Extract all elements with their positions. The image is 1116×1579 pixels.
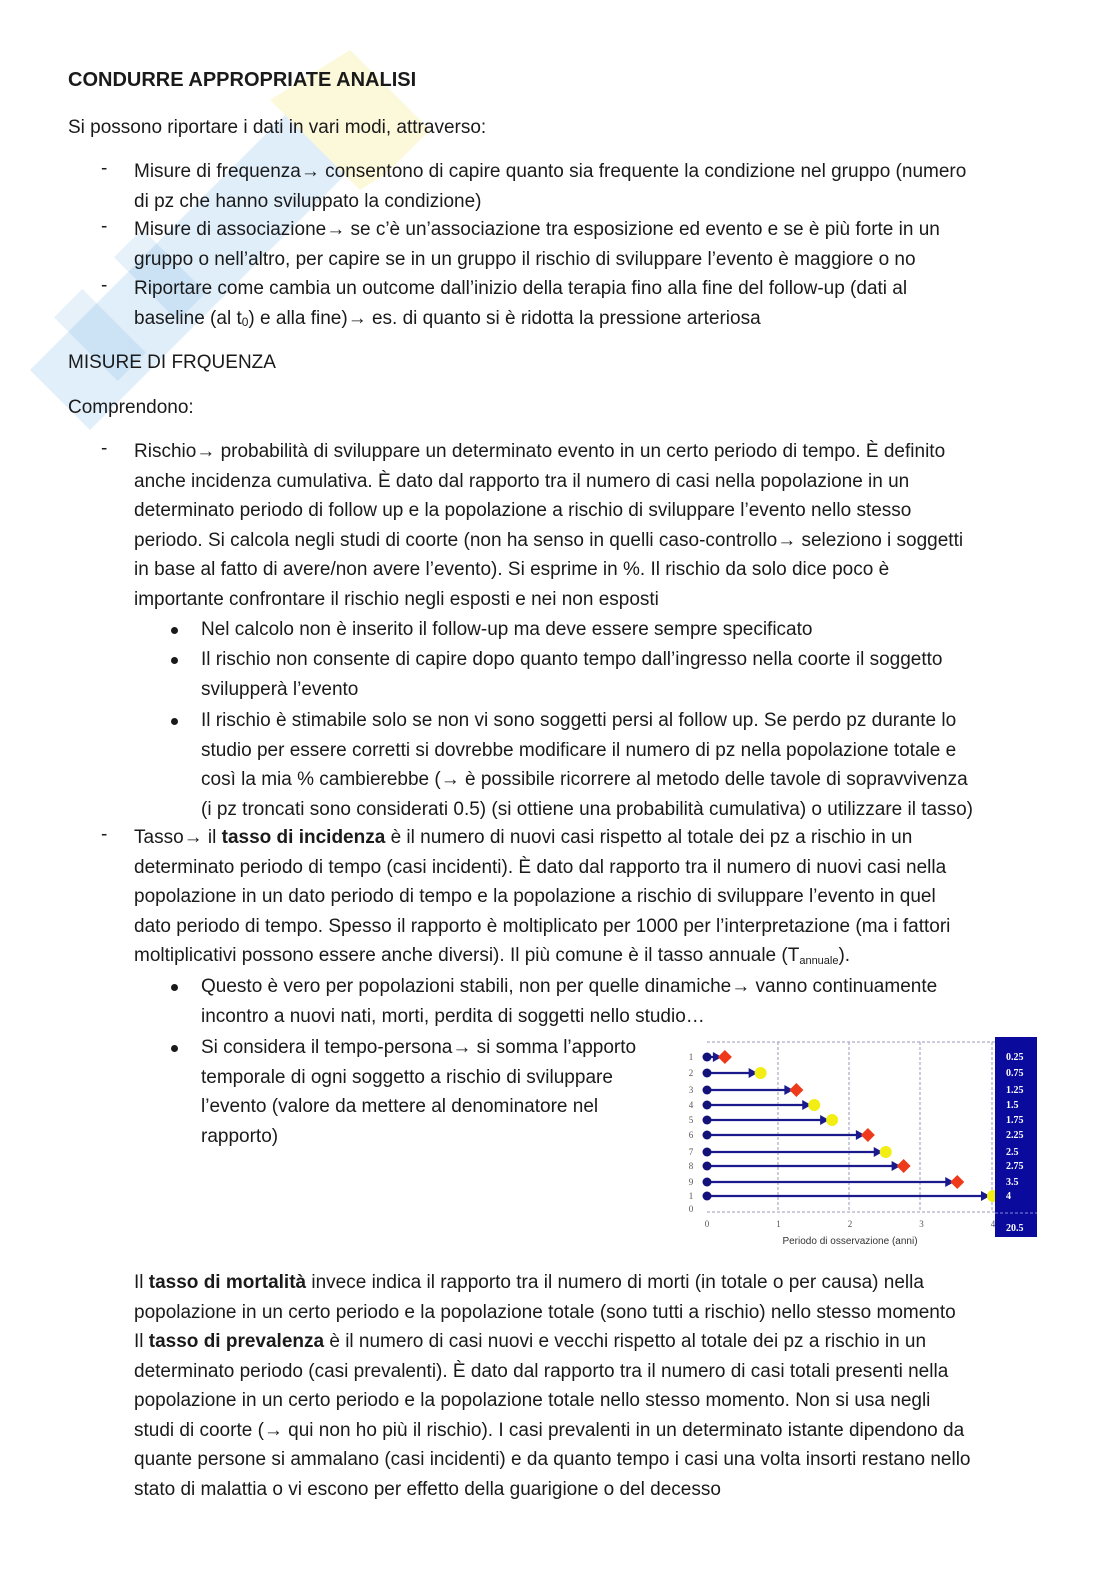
chart-y-tick-labels bbox=[689, 1052, 694, 1214]
chart-row bbox=[703, 1067, 767, 1079]
tasso-bullet-tempo-persona: Si considera il tempo-persona→ si somma l’apporto temporale di ogni soggetto a rischio di sviluppare l’evento (valore da mettere al denominatore nel rapporto) bbox=[201, 1037, 637, 1147]
y-tick-label: 8 bbox=[688, 1161, 694, 1171]
panel-value: 2.25 bbox=[1006, 1130, 1024, 1141]
y-tick-label: 3 bbox=[688, 1085, 694, 1095]
y-tick-label: 2 bbox=[688, 1068, 694, 1078]
dash-marker: - bbox=[101, 824, 108, 845]
list-item-frequenza: Misure di frequenza→ consentono di capire quanto sia frequente la condizione nel gruppo (numero di pz che hanno sviluppato la condizione) bbox=[134, 161, 967, 212]
term-tasso-incidenza: tasso di incidenza bbox=[221, 827, 386, 848]
censored-circle-icon bbox=[755, 1067, 767, 1079]
prevalenza-paragraph: Il tasso di prevalenza è il numero di casi nuovi e vecchi rispetto al totale dei pz a rischio in un determinato periodo (casi prevalenti). È dato dal rapporto tra il numero di casi totali presenti nella popolazione in un certo periodo e la popolazione totale nello stesso momento. Non si usa negli studi di coorte (→ qui non ho più il rischio). I casi prevalenti in un determinato istante dipendono da quante persone si ammalano (casi incidenti) e da quanto tempo i casi una volta insorti restano nello stato di malattia o vi escono per effetto della guarigione o del decesso bbox=[134, 1331, 971, 1500]
bullet-dot bbox=[171, 657, 178, 664]
x-tick-label: 4 bbox=[990, 1219, 996, 1229]
y-tick-label: 4 bbox=[688, 1100, 694, 1110]
panel-value: 3.5 bbox=[1006, 1177, 1019, 1188]
event-diamond-icon bbox=[789, 1083, 803, 1097]
censored-circle-icon bbox=[826, 1114, 838, 1126]
x-tick-label: 0 bbox=[704, 1219, 710, 1229]
chart-row bbox=[703, 1146, 892, 1158]
panel-value: 1.5 bbox=[1006, 1100, 1019, 1111]
list-item-outcome: Riportare come cambia un outcome dall’inizio della terapia fino alla fine del follow-up (dati al baseline (al t0) e alla fine)→ es. di quanto si è ridotta la pressione arteriosa bbox=[134, 278, 908, 329]
x-tick-label: 3 bbox=[919, 1219, 924, 1229]
bullet-dot bbox=[171, 627, 178, 634]
mortalita-paragraph: Il tasso di mortalità invece indica il rapporto tra il numero di morti (in totale o per causa) nella popolazione in un certo periodo e la popolazione totale (sono tutti a rischio) nello stesso momento bbox=[134, 1272, 956, 1323]
start-marker-icon bbox=[703, 1116, 712, 1125]
list-item-associazione: Misure di associazione→ se c’è un’associazione tra esposizione ed evento e se è più forte in un gruppo o nell’altro, per capire se in un gruppo il rischio di sviluppare l’evento è maggiore o no bbox=[134, 219, 940, 270]
dash-marker: - bbox=[101, 438, 108, 459]
panel-value: 1.75 bbox=[1006, 1115, 1024, 1126]
panel-value: 2.5 bbox=[1006, 1147, 1019, 1158]
chart-row bbox=[703, 1114, 839, 1126]
rischio-bullet-tempo: Il rischio non consente di capire dopo quanto tempo dall’ingresso nella coorte il soggetto svilupperà l’evento bbox=[201, 649, 943, 700]
intro-text: Si possono riportare i dati in vari modi, attraverso: bbox=[68, 117, 487, 138]
bullet-dot bbox=[171, 718, 178, 725]
tasso-bullet-stabili: Questo è vero per popolazioni stabili, non per quelle dinamiche→ vanno continuamente incontro a nuovi nati, morti, perdita di soggetti nello studio… bbox=[201, 976, 938, 1027]
panel-value: 0.75 bbox=[1006, 1068, 1024, 1079]
rischio-bullet-persi: Il rischio è stimabile solo se non vi sono soggetti persi al follow up. Se perdo pz durante lo studio per essere corretti si dovrebbe modificare il numero di pz nella popolazione totale e così la mia % cambierebbe (→ è possibile ricorrere al metodo delle tavole di sopravvivenza (i pz troncati sono considerati 0.5) (si ottiene una probabilità cumulativa) o utilizzare il tasso) bbox=[201, 710, 973, 820]
start-marker-icon bbox=[703, 1178, 712, 1187]
start-marker-icon bbox=[703, 1148, 712, 1157]
y-tick-label: 9 bbox=[688, 1177, 694, 1187]
x-tick-label: 2 bbox=[847, 1219, 853, 1229]
dash-marker: - bbox=[101, 275, 108, 296]
event-diamond-icon bbox=[861, 1128, 875, 1142]
person-time-chart bbox=[680, 1030, 1050, 1255]
chart-row bbox=[703, 1175, 965, 1189]
censored-circle-icon bbox=[880, 1146, 892, 1158]
panel-value: 4 bbox=[1006, 1191, 1011, 1202]
chart-x-tick-labels bbox=[705, 1219, 996, 1229]
chart-x-axis-label: Periodo di osservazione (anni) bbox=[782, 1236, 918, 1247]
event-diamond-icon bbox=[718, 1050, 732, 1064]
y-tick-label: 1 bbox=[688, 1052, 694, 1062]
start-marker-icon bbox=[703, 1131, 712, 1140]
start-marker-icon bbox=[703, 1192, 712, 1201]
dash-marker: - bbox=[101, 158, 108, 179]
chart-row bbox=[703, 1190, 1000, 1202]
chart-row bbox=[703, 1159, 911, 1173]
chart-grid bbox=[707, 1042, 995, 1212]
y-tick-label: 5 bbox=[688, 1115, 694, 1125]
panel-value: 0.25 bbox=[1006, 1052, 1024, 1063]
chart-row bbox=[703, 1099, 821, 1111]
rischio-paragraph: Rischio→ probabilità di sviluppare un determinato evento in un certo periodo di tempo. È definito anche incidenza cumulativa. È dato dal rapporto tra il numero di casi nella popolazione in un determinato periodo di follow up e la popolazione a rischio di sviluppare l’evento nello stesso periodo. Si calcola negli studi di coorte (non ha senso in quelli caso-controllo→ seleziono i soggetti in base al fatto di avere/non avere l’evento). Si esprime in %. Il rischio da solo dice poco è importante confrontare il rischio negli esposti e nei non esposti bbox=[134, 441, 964, 610]
tasso-paragraph: Tasso→ il tasso di incidenza è il numero di nuovi casi rispetto al totale dei pz a rischio in un determinato periodo di tempo (casi incidenti). È dato dal rapporto tra il numero di nuovi casi nella popolazione in un dato periodo di tempo e la popolazione a rischio di sviluppare l’evento in quel dato periodo di tempo. Spesso il rapporto è moltiplicato per 1000 per l’interpretazione (ma i fattori moltiplicativi possono essere anche diversi). Il più comune è il tasso annuale $(T_{annuale})$. bbox=[134, 827, 951, 968]
dash-marker: - bbox=[101, 216, 108, 237]
x-tick-label: 1 bbox=[776, 1219, 781, 1229]
panel-value: 1.25 bbox=[1006, 1085, 1024, 1096]
term-tasso-mortalita: tasso di mortalità bbox=[148, 1272, 307, 1293]
chart-row bbox=[703, 1083, 804, 1097]
person-time-chart-svg bbox=[680, 1030, 1050, 1255]
section-heading: MISURE DI FRQUENZA bbox=[68, 352, 276, 373]
page-title: CONDURRE APPROPRIATE ANALISI bbox=[68, 69, 417, 91]
start-marker-icon bbox=[703, 1086, 712, 1095]
start-marker-icon bbox=[703, 1162, 712, 1171]
y-tick-label: 1 bbox=[688, 1191, 694, 1201]
censored-circle-icon bbox=[808, 1099, 820, 1111]
start-marker-icon bbox=[703, 1069, 712, 1078]
rischio-bullet-followup: Nel calcolo non è inserito il follow-up ma deve essere sempre specificato bbox=[201, 619, 813, 640]
panel-value: 2.75 bbox=[1006, 1161, 1024, 1172]
start-marker-icon bbox=[703, 1053, 712, 1062]
y-tick-label: 6 bbox=[688, 1130, 694, 1140]
chart-rows bbox=[703, 1050, 1000, 1202]
event-diamond-icon bbox=[897, 1159, 911, 1173]
chart-row bbox=[703, 1050, 732, 1064]
event-diamond-icon bbox=[950, 1175, 964, 1189]
bullet-dot bbox=[171, 984, 178, 991]
panel-total: 20.5 bbox=[1006, 1223, 1024, 1234]
start-marker-icon bbox=[703, 1101, 712, 1110]
y-tick-label: 7 bbox=[688, 1147, 694, 1157]
comprendono-label: Comprendono: bbox=[68, 397, 194, 418]
y-tick-label: 0 bbox=[688, 1204, 694, 1214]
bullet-dot bbox=[171, 1045, 178, 1052]
term-tasso-prevalenza: tasso di prevalenza bbox=[148, 1331, 325, 1352]
